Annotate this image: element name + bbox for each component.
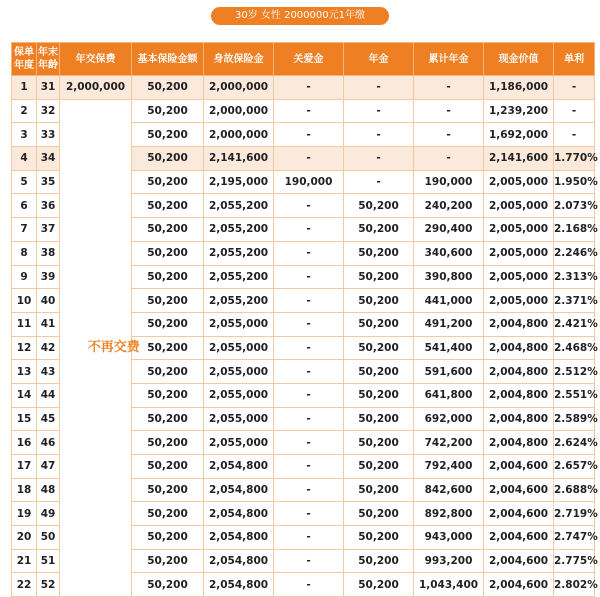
- benefit-table: [11, 42, 598, 597]
- cell-year: 16: [12, 431, 37, 455]
- cell-cash: 2,005,000: [484, 265, 554, 289]
- table-row: [12, 99, 595, 123]
- cell-death: 2,054,800: [204, 455, 274, 479]
- cell-simple: 2.802%: [554, 573, 595, 597]
- cell-death: 2,195,000: [204, 170, 274, 194]
- cell-cash: 2,005,000: [484, 218, 554, 242]
- cell-simple: 2.512%: [554, 360, 595, 384]
- cell-basic: 50,200: [132, 360, 204, 384]
- cell-cash: 2,004,600: [484, 526, 554, 550]
- cell-cumulative: 190,000: [414, 170, 484, 194]
- no-pay-text: 不再交费: [87, 339, 140, 355]
- header-policy-year: 保单 年度: [12, 43, 37, 76]
- cell-cash: 2,005,000: [484, 194, 554, 218]
- cell-care: -: [274, 336, 344, 360]
- cell-cash: 2,004,800: [484, 312, 554, 336]
- cell-year: 15: [12, 407, 37, 431]
- cell-care: -: [274, 502, 344, 526]
- cell-year: 14: [12, 383, 37, 407]
- cell-cash: 2,005,000: [484, 289, 554, 313]
- cell-cash: 2,004,600: [484, 549, 554, 573]
- cell-basic: 50,200: [132, 99, 204, 123]
- cell-simple: 2.073%: [554, 194, 595, 218]
- cell-care: -: [274, 289, 344, 313]
- cell-care: -: [274, 265, 344, 289]
- cell-cash: 1,692,000: [484, 123, 554, 147]
- cell-basic: 50,200: [132, 478, 204, 502]
- cell-cash: 2,005,000: [484, 241, 554, 265]
- cell-care: 190,000: [274, 170, 344, 194]
- cell-age: 39: [37, 265, 60, 289]
- cell-simple: 2.468%: [554, 336, 595, 360]
- cell-cumulative: 591,600: [414, 360, 484, 384]
- cell-cash: 1,186,000: [484, 76, 554, 100]
- cell-year: 8: [12, 241, 37, 265]
- cell-annuity: -: [344, 147, 414, 171]
- cell-simple: 1.770%: [554, 147, 595, 171]
- cell-simple: 2.246%: [554, 241, 595, 265]
- cell-basic: 50,200: [132, 123, 204, 147]
- cell-simple: 2.624%: [554, 431, 595, 455]
- cell-care: -: [274, 478, 344, 502]
- cell-cash: 2,004,600: [484, 573, 554, 597]
- cell-cumulative: 742,200: [414, 431, 484, 455]
- cell-simple: -: [554, 123, 595, 147]
- cell-cumulative: 993,200: [414, 549, 484, 573]
- cell-cumulative: 943,000: [414, 526, 484, 550]
- cell-annuity: -: [344, 170, 414, 194]
- cell-year: 7: [12, 218, 37, 242]
- cell-death: 2,055,000: [204, 407, 274, 431]
- cell-death: 2,055,000: [204, 360, 274, 384]
- cell-simple: 2.657%: [554, 455, 595, 479]
- cell-cash: 2,004,800: [484, 336, 554, 360]
- cell-basic: 50,200: [132, 265, 204, 289]
- cell-basic: 50,200: [132, 147, 204, 171]
- cell-death: 2,055,200: [204, 265, 274, 289]
- cell-cumulative: -: [414, 123, 484, 147]
- cell-annuity: 50,200: [344, 360, 414, 384]
- header-basic-amount: 基本保险金额: [132, 43, 204, 76]
- cell-age: 51: [37, 549, 60, 573]
- cell-cumulative: 1,043,400: [414, 573, 484, 597]
- cell-simple: 1.950%: [554, 170, 595, 194]
- cell-age: 31: [37, 76, 60, 100]
- cell-death: 2,054,800: [204, 502, 274, 526]
- cell-cumulative: 792,400: [414, 455, 484, 479]
- cell-care: -: [274, 218, 344, 242]
- header-annual-premium: 年交保费: [60, 43, 132, 76]
- cell-age: 49: [37, 502, 60, 526]
- cell-age: 47: [37, 455, 60, 479]
- cell-death: 2,055,200: [204, 241, 274, 265]
- cell-cash: 1,239,200: [484, 99, 554, 123]
- cell-basic: 50,200: [132, 383, 204, 407]
- cell-cumulative: 842,600: [414, 478, 484, 502]
- cell-age: 41: [37, 312, 60, 336]
- cell-cumulative: 892,800: [414, 502, 484, 526]
- cell-cumulative: -: [414, 99, 484, 123]
- cell-care: -: [274, 312, 344, 336]
- cell-cumulative: 441,000: [414, 289, 484, 313]
- cell-death: 2,000,000: [204, 99, 274, 123]
- cell-death: 2,055,200: [204, 289, 274, 313]
- cell-cumulative: 240,200: [414, 194, 484, 218]
- cell-cumulative: -: [414, 147, 484, 171]
- cell-age: 35: [37, 170, 60, 194]
- cell-year: 17: [12, 455, 37, 479]
- cell-care: -: [274, 383, 344, 407]
- cell-age: 33: [37, 123, 60, 147]
- cell-care: -: [274, 123, 344, 147]
- cell-death: 2,054,800: [204, 478, 274, 502]
- cell-annuity: -: [344, 76, 414, 100]
- cell-cash: 2,004,800: [484, 360, 554, 384]
- cell-basic: 50,200: [132, 312, 204, 336]
- cell-annuity: 50,200: [344, 383, 414, 407]
- cell-cumulative: 491,200: [414, 312, 484, 336]
- cell-annual-premium: 2,000,000: [60, 76, 132, 100]
- cell-basic: 50,200: [132, 455, 204, 479]
- cell-care: -: [274, 526, 344, 550]
- cell-age: 48: [37, 478, 60, 502]
- cell-cumulative: 692,000: [414, 407, 484, 431]
- cell-year: 22: [12, 573, 37, 597]
- cell-cumulative: 641,800: [414, 383, 484, 407]
- cell-year: 4: [12, 147, 37, 171]
- cell-cash: 2,004,800: [484, 431, 554, 455]
- cell-year: 9: [12, 265, 37, 289]
- cell-cumulative: 541,400: [414, 336, 484, 360]
- cell-annuity: 50,200: [344, 241, 414, 265]
- cell-care: -: [274, 360, 344, 384]
- cell-annuity: 50,200: [344, 289, 414, 313]
- cell-death: 2,055,200: [204, 194, 274, 218]
- cell-annuity: 50,200: [344, 526, 414, 550]
- no-pay-label: [60, 99, 140, 596]
- cell-year: 18: [12, 478, 37, 502]
- cell-year: 1: [12, 76, 37, 100]
- cell-age: 46: [37, 431, 60, 455]
- cell-annuity: 50,200: [344, 265, 414, 289]
- cell-cash: 2,004,800: [484, 407, 554, 431]
- cell-care: -: [274, 76, 344, 100]
- cell-basic: 50,200: [132, 194, 204, 218]
- cell-death: 2,055,000: [204, 312, 274, 336]
- cell-year: 2: [12, 99, 37, 123]
- table-header-row: [12, 43, 595, 76]
- cell-annuity: 50,200: [344, 431, 414, 455]
- cell-simple: 2.688%: [554, 478, 595, 502]
- cell-age: 42: [37, 336, 60, 360]
- cell-annuity: 50,200: [344, 194, 414, 218]
- cell-cash: 2,005,000: [484, 170, 554, 194]
- header-death-benefit: 身故保险金: [204, 43, 274, 76]
- cell-simple: 2.589%: [554, 407, 595, 431]
- cell-cash: 2,004,600: [484, 502, 554, 526]
- cell-simple: 2.775%: [554, 549, 595, 573]
- cell-year: 19: [12, 502, 37, 526]
- cell-age: 50: [37, 526, 60, 550]
- cell-age: 43: [37, 360, 60, 384]
- cell-care: -: [274, 407, 344, 431]
- cell-basic: 50,200: [132, 407, 204, 431]
- cell-age: 36: [37, 194, 60, 218]
- cell-cash: 2,141,600: [484, 147, 554, 171]
- cell-care: -: [274, 147, 344, 171]
- header-age: 年末 年龄: [37, 43, 60, 76]
- cell-death: 2,000,000: [204, 123, 274, 147]
- cell-annuity: 50,200: [344, 502, 414, 526]
- cell-year: 12: [12, 336, 37, 360]
- cell-basic: 50,200: [132, 241, 204, 265]
- cell-death: 2,054,800: [204, 573, 274, 597]
- cell-basic: 50,200: [132, 336, 204, 360]
- cell-death: 2,055,000: [204, 431, 274, 455]
- cell-age: 40: [37, 289, 60, 313]
- cell-care: -: [274, 455, 344, 479]
- cell-year: 6: [12, 194, 37, 218]
- cell-year: 13: [12, 360, 37, 384]
- cell-care: -: [274, 241, 344, 265]
- cell-care: -: [274, 194, 344, 218]
- cell-year: 20: [12, 526, 37, 550]
- cell-simple: 2.747%: [554, 526, 595, 550]
- cell-simple: 2.168%: [554, 218, 595, 242]
- header-badge: 30岁 女性 2000000元1年缴: [211, 7, 389, 25]
- cell-basic: 50,200: [132, 502, 204, 526]
- table-row: [12, 76, 595, 100]
- header-cumulative-annuity: 累计年金: [414, 43, 484, 76]
- cell-basic: 50,200: [132, 549, 204, 573]
- cell-simple: 2.371%: [554, 289, 595, 313]
- cell-basic: 50,200: [132, 573, 204, 597]
- cell-basic: 50,200: [132, 526, 204, 550]
- cell-cash: 2,004,600: [484, 455, 554, 479]
- cell-annuity: 50,200: [344, 407, 414, 431]
- cell-basic: 50,200: [132, 218, 204, 242]
- header-care-benefit: 关爱金: [274, 43, 344, 76]
- cell-simple: 2.313%: [554, 265, 595, 289]
- table-body: [12, 76, 598, 597]
- cell-annuity: -: [344, 123, 414, 147]
- cell-cumulative: -: [414, 76, 484, 100]
- cell-death: 2,055,000: [204, 383, 274, 407]
- cell-year: 5: [12, 170, 37, 194]
- cell-cumulative: 290,400: [414, 218, 484, 242]
- cell-age: 32: [37, 99, 60, 123]
- cell-age: 37: [37, 218, 60, 242]
- cell-annuity: 50,200: [344, 218, 414, 242]
- cell-basic: 50,200: [132, 76, 204, 100]
- header-cash-value: 现金价值: [484, 43, 554, 76]
- cell-cumulative: 340,600: [414, 241, 484, 265]
- cell-age: 38: [37, 241, 60, 265]
- cell-death: 2,141,600: [204, 147, 274, 171]
- cell-simple: -: [554, 99, 595, 123]
- cell-basic: 50,200: [132, 431, 204, 455]
- cell-annuity: 50,200: [344, 336, 414, 360]
- cell-basic: 50,200: [132, 289, 204, 313]
- cell-care: -: [274, 573, 344, 597]
- cell-age: 52: [37, 573, 60, 597]
- cell-basic: 50,200: [132, 170, 204, 194]
- cell-death: 2,054,800: [204, 526, 274, 550]
- cell-annuity: 50,200: [344, 312, 414, 336]
- cell-death: 2,055,200: [204, 218, 274, 242]
- cell-annuity: 50,200: [344, 549, 414, 573]
- cell-annuity: 50,200: [344, 573, 414, 597]
- cell-age: 45: [37, 407, 60, 431]
- cell-year: 10: [12, 289, 37, 313]
- cell-annuity: 50,200: [344, 455, 414, 479]
- cell-simple: 2.719%: [554, 502, 595, 526]
- cell-annuity: 50,200: [344, 478, 414, 502]
- cell-cumulative: 390,800: [414, 265, 484, 289]
- cell-care: -: [274, 431, 344, 455]
- cell-year: 11: [12, 312, 37, 336]
- cell-age: 34: [37, 147, 60, 171]
- cell-age: 44: [37, 383, 60, 407]
- cell-simple: 2.421%: [554, 312, 595, 336]
- cell-cash: 2,004,800: [484, 383, 554, 407]
- header-simple-rate: 单利: [554, 43, 595, 76]
- cell-cash: 2,004,600: [484, 478, 554, 502]
- cell-death: 2,055,000: [204, 336, 274, 360]
- cell-death: 2,000,000: [204, 76, 274, 100]
- cell-care: -: [274, 549, 344, 573]
- cell-simple: -: [554, 76, 595, 100]
- cell-simple: 2.551%: [554, 383, 595, 407]
- cell-year: 3: [12, 123, 37, 147]
- cell-year: 21: [12, 549, 37, 573]
- cell-care: -: [274, 99, 344, 123]
- cell-death: 2,054,800: [204, 549, 274, 573]
- header-annuity: 年金: [344, 43, 414, 76]
- cell-annuity: -: [344, 99, 414, 123]
